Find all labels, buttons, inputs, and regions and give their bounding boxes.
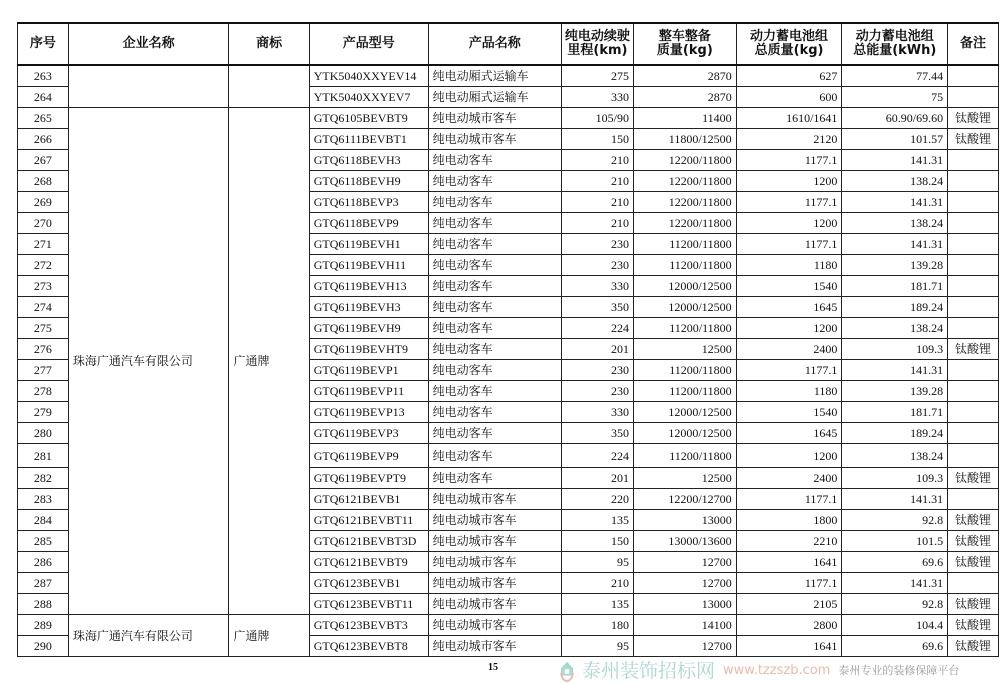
battery-energy: 139.28 [842,381,948,402]
battery-energy: 69.6 [842,636,948,657]
battery-mass: 1177.1 [736,192,842,213]
curb-weight: 11400 [634,108,737,129]
model-code: GTQ6118BEVP9 [309,213,428,234]
header-product-name: 产品名称 [428,23,561,65]
model-code: GTQ6121BEVB1 [309,489,428,510]
model-code: GTQ6119BEVH13 [309,276,428,297]
battery-mass: 1177.1 [736,150,842,171]
battery-energy: 104.4 [842,615,948,636]
range: 105/90 [561,108,633,129]
header-battery-mass: 动力蓄电池组 总质量(kg) [736,23,842,65]
product-name: 纯电动客车 [428,297,561,318]
range: 224 [561,444,633,468]
curb-weight: 12700 [634,636,737,657]
model-code: GTQ6119BEVH1 [309,234,428,255]
watermark-url: www.tzzszb.com [723,662,831,678]
remarks [948,489,999,510]
product-name: 纯电动客车 [428,213,561,234]
vehicle-catalog-table [17,22,999,657]
watermark [560,658,1006,683]
battery-energy: 189.24 [842,297,948,318]
remarks: 钛酸锂 [948,468,999,489]
model-code: GTQ6119BEVPT9 [309,468,428,489]
battery-energy: 101.5 [842,531,948,552]
curb-weight: 12200/11800 [634,171,737,192]
model-code: GTQ6105BEVBT9 [309,108,428,129]
range: 150 [561,531,633,552]
product-name: 纯电动城市客车 [428,573,561,594]
brand-name: 广通牌 [229,615,309,657]
remarks [948,171,999,192]
battery-energy: 139.28 [842,255,948,276]
battery-energy: 60.90/69.60 [842,108,948,129]
curb-weight: 12700 [634,573,737,594]
remarks: 钛酸锂 [948,636,999,657]
model-code: GTQ6123BEVBT8 [309,636,428,657]
range: 350 [561,297,633,318]
remarks: 钛酸锂 [948,615,999,636]
curb-weight: 11200/11800 [634,234,737,255]
product-name: 纯电动客车 [428,339,561,360]
battery-energy: 75 [842,87,948,108]
header-battery-energy: 动力蓄电池组 总能量(kWh) [842,23,948,65]
range: 150 [561,129,633,150]
model-code: GTQ6118BEVH3 [309,150,428,171]
row-index: 269 [18,192,69,213]
remarks [948,192,999,213]
battery-mass: 1200 [736,171,842,192]
battery-mass: 1177.1 [736,489,842,510]
remarks [948,381,999,402]
battery-mass: 1641 [736,636,842,657]
row-index: 283 [18,489,69,510]
battery-mass: 2400 [736,468,842,489]
range: 224 [561,318,633,339]
range: 330 [561,402,633,423]
product-name: 纯电动城市客车 [428,489,561,510]
curb-weight: 11200/11800 [634,360,737,381]
range: 135 [561,594,633,615]
battery-energy: 138.24 [842,318,948,339]
model-code: YTK5040XXYEV14 [309,65,428,87]
remarks: 钛酸锂 [948,594,999,615]
remarks [948,255,999,276]
battery-energy: 138.24 [842,444,948,468]
battery-mass: 1800 [736,510,842,531]
product-name: 纯电动厢式运输车 [428,87,561,108]
remarks: 钛酸锂 [948,552,999,573]
battery-mass: 1540 [736,402,842,423]
model-code: GTQ6119BEVH9 [309,318,428,339]
product-name: 纯电动城市客车 [428,129,561,150]
table-row [18,65,999,87]
battery-mass: 1177.1 [736,360,842,381]
battery-energy: 181.71 [842,276,948,297]
brand-name: 广通牌 [229,108,309,615]
range: 210 [561,192,633,213]
range: 210 [561,171,633,192]
curb-weight: 11200/11800 [634,318,737,339]
model-code: GTQ6119BEVH11 [309,255,428,276]
row-index: 278 [18,381,69,402]
battery-mass: 1645 [736,423,842,444]
battery-mass: 1177.1 [736,573,842,594]
product-name: 纯电动客车 [428,171,561,192]
remarks [948,573,999,594]
product-name: 纯电动厢式运输车 [428,65,561,87]
battery-energy: 109.3 [842,339,948,360]
model-code: GTQ6119BEVP9 [309,444,428,468]
curb-weight: 13000/13600 [634,531,737,552]
row-index: 265 [18,108,69,129]
battery-mass: 1200 [736,213,842,234]
product-name: 纯电动城市客车 [428,552,561,573]
row-index: 271 [18,234,69,255]
page-number: 15 [488,662,498,673]
product-name: 纯电动城市客车 [428,510,561,531]
model-code: GTQ6119BEVP1 [309,360,428,381]
product-name: 纯电动客车 [428,468,561,489]
row-index: 277 [18,360,69,381]
curb-weight: 13000 [634,510,737,531]
row-index: 289 [18,615,69,636]
range: 201 [561,468,633,489]
row-index: 290 [18,636,69,657]
row-index: 286 [18,552,69,573]
curb-weight: 2870 [634,65,737,87]
battery-mass: 1540 [736,276,842,297]
battery-mass: 2120 [736,129,842,150]
product-name: 纯电动城市客车 [428,615,561,636]
battery-mass: 1177.1 [736,234,842,255]
header-curb-weight: 整车整备 质量(kg) [634,23,737,65]
company-name [68,65,229,108]
header-model: 产品型号 [309,23,428,65]
model-code: GTQ6123BEVB1 [309,573,428,594]
curb-weight: 12200/12700 [634,489,737,510]
range: 201 [561,339,633,360]
range: 220 [561,489,633,510]
curb-weight: 11200/11800 [634,444,737,468]
product-name: 纯电动客车 [428,360,561,381]
battery-energy: 77.44 [842,65,948,87]
row-index: 272 [18,255,69,276]
row-index: 284 [18,510,69,531]
model-code: GTQ6119BEVH3 [309,297,428,318]
product-name: 纯电动客车 [428,423,561,444]
battery-mass: 1641 [736,552,842,573]
remarks [948,87,999,108]
battery-energy: 141.31 [842,573,948,594]
house-hands-logo-icon [560,659,574,683]
range: 230 [561,381,633,402]
remarks [948,402,999,423]
watermark-title: 泰州装饰招标网 [582,659,716,682]
battery-mass: 2800 [736,615,842,636]
battery-mass: 1610/1641 [736,108,842,129]
remarks: 钛酸锂 [948,339,999,360]
row-index: 282 [18,468,69,489]
remarks [948,297,999,318]
curb-weight: 12000/12500 [634,423,737,444]
row-index: 268 [18,171,69,192]
model-code: GTQ6119BEVHT9 [309,339,428,360]
curb-weight: 12200/11800 [634,192,737,213]
battery-energy: 141.31 [842,150,948,171]
table-header-row [18,23,999,65]
range: 230 [561,234,633,255]
curb-weight: 12200/11800 [634,150,737,171]
row-index: 274 [18,297,69,318]
battery-mass: 2210 [736,531,842,552]
model-code: GTQ6118BEVP3 [309,192,428,213]
product-name: 纯电动客车 [428,234,561,255]
curb-weight: 12200/11800 [634,213,737,234]
remarks [948,213,999,234]
model-code: GTQ6121BEVBT3D [309,531,428,552]
battery-mass: 1180 [736,381,842,402]
battery-energy: 138.24 [842,171,948,192]
remarks: 钛酸锂 [948,129,999,150]
curb-weight: 11200/11800 [634,255,737,276]
row-index: 285 [18,531,69,552]
curb-weight: 13000 [634,594,737,615]
header-range: 纯电动续驶 里程(km) [561,23,633,65]
model-code: GTQ6119BEVP13 [309,402,428,423]
curb-weight: 12500 [634,468,737,489]
range: 230 [561,360,633,381]
remarks [948,444,999,468]
product-name: 纯电动城市客车 [428,108,561,129]
row-index: 276 [18,339,69,360]
battery-mass: 1180 [736,255,842,276]
header-remarks: 备注 [948,23,999,65]
curb-weight: 11200/11800 [634,381,737,402]
model-code: GTQ6123BEVBT11 [309,594,428,615]
product-name: 纯电动城市客车 [428,531,561,552]
product-name: 纯电动客车 [428,402,561,423]
curb-weight: 12000/12500 [634,402,737,423]
curb-weight: 11800/12500 [634,129,737,150]
remarks: 钛酸锂 [948,108,999,129]
curb-weight: 2870 [634,87,737,108]
curb-weight: 12500 [634,339,737,360]
battery-energy: 92.8 [842,510,948,531]
row-index: 263 [18,65,69,87]
range: 180 [561,615,633,636]
range: 210 [561,213,633,234]
battery-energy: 141.31 [842,234,948,255]
battery-mass: 2400 [736,339,842,360]
range: 95 [561,636,633,657]
header-company: 企业名称 [68,23,229,65]
header-brand: 商标 [229,23,309,65]
model-code: GTQ6119BEVP3 [309,423,428,444]
product-name: 纯电动客车 [428,381,561,402]
product-name: 纯电动客车 [428,150,561,171]
product-name: 纯电动客车 [428,276,561,297]
range: 350 [561,423,633,444]
product-name: 纯电动客车 [428,444,561,468]
range: 230 [561,255,633,276]
header-index: 序号 [18,23,69,65]
row-index: 266 [18,129,69,150]
product-name: 纯电动城市客车 [428,594,561,615]
model-code: YTK5040XXYEV7 [309,87,428,108]
model-code: GTQ6121BEVBT11 [309,510,428,531]
table-row [18,108,999,129]
row-index: 287 [18,573,69,594]
remarks [948,423,999,444]
row-index: 270 [18,213,69,234]
row-index: 264 [18,87,69,108]
battery-mass: 627 [736,65,842,87]
remarks [948,65,999,87]
battery-energy: 141.31 [842,360,948,381]
remarks [948,318,999,339]
range: 210 [561,573,633,594]
product-name: 纯电动城市客车 [428,636,561,657]
range: 95 [561,552,633,573]
company-name: 珠海广通汽车有限公司 [68,615,229,657]
product-name: 纯电动客车 [428,192,561,213]
product-name: 纯电动客车 [428,255,561,276]
range: 135 [561,510,633,531]
row-index: 267 [18,150,69,171]
battery-energy: 69.6 [842,552,948,573]
brand-name [229,65,309,108]
model-code: GTQ6119BEVP11 [309,381,428,402]
curb-weight: 12700 [634,552,737,573]
range: 330 [561,276,633,297]
range: 330 [561,87,633,108]
battery-energy: 141.31 [842,192,948,213]
battery-mass: 2105 [736,594,842,615]
curb-weight: 12000/12500 [634,297,737,318]
model-code: GTQ6111BEVBT1 [309,129,428,150]
table-row [18,615,999,636]
battery-mass: 1645 [736,297,842,318]
row-index: 281 [18,444,69,468]
battery-energy: 181.71 [842,402,948,423]
row-index: 280 [18,423,69,444]
remarks [948,234,999,255]
battery-mass: 1200 [736,318,842,339]
battery-energy: 141.31 [842,489,948,510]
curb-weight: 14100 [634,615,737,636]
curb-weight: 12000/12500 [634,276,737,297]
battery-energy: 109.3 [842,468,948,489]
remarks [948,276,999,297]
battery-energy: 101.57 [842,129,948,150]
battery-energy: 189.24 [842,423,948,444]
battery-mass: 600 [736,87,842,108]
remarks: 钛酸锂 [948,531,999,552]
company-name: 珠海广通汽车有限公司 [68,108,229,615]
battery-energy: 138.24 [842,213,948,234]
row-index: 288 [18,594,69,615]
remarks [948,360,999,381]
remarks: 钛酸锂 [948,510,999,531]
range: 210 [561,150,633,171]
model-code: GTQ6118BEVH9 [309,171,428,192]
watermark-slogan: 泰州专业的装修保障平台 [838,663,960,677]
range: 275 [561,65,633,87]
product-name: 纯电动客车 [428,318,561,339]
row-index: 275 [18,318,69,339]
model-code: GTQ6121BEVBT9 [309,552,428,573]
remarks [948,150,999,171]
row-index: 279 [18,402,69,423]
row-index: 273 [18,276,69,297]
model-code: GTQ6123BEVBT3 [309,615,428,636]
battery-mass: 1200 [736,444,842,468]
battery-energy: 92.8 [842,594,948,615]
